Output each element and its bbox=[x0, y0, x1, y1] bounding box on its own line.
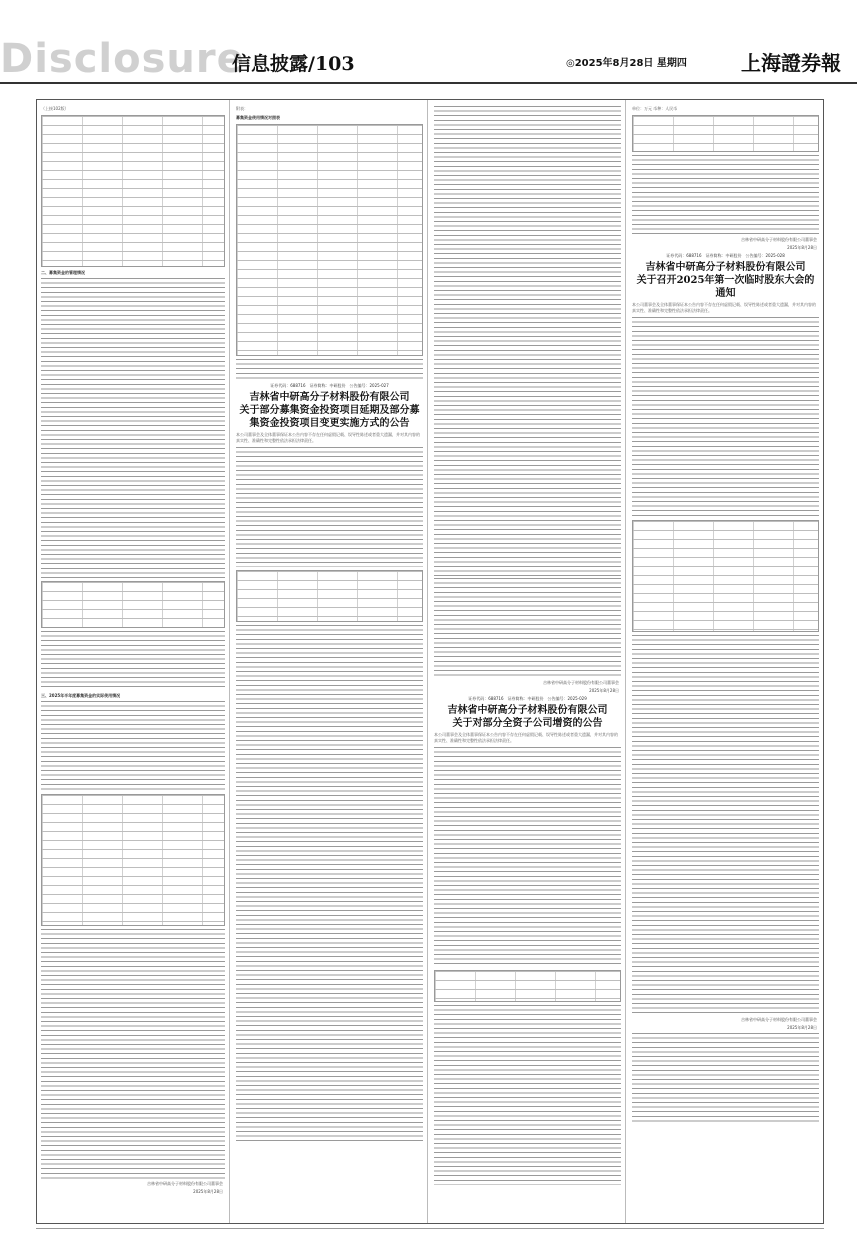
table-title: 募集资金使用情况对照表 bbox=[236, 115, 280, 120]
signoff-company: 吉林省中研高分子材料股份有限公司董事会 bbox=[741, 237, 817, 242]
data-table bbox=[236, 570, 423, 622]
body-text bbox=[632, 155, 819, 235]
signoff-date: 2025年8月28日 bbox=[193, 1189, 223, 1194]
signoff-company: 吉林省中研高分子材料股份有限公司董事会 bbox=[741, 1017, 817, 1022]
company-name: 吉林省中研高分子材料股份有限公司 bbox=[249, 392, 410, 403]
data-table bbox=[632, 520, 819, 632]
signoff-company: 吉林省中研高分子材料股份有限公司董事会 bbox=[543, 680, 619, 685]
footer-rule bbox=[36, 1228, 824, 1229]
body-text bbox=[632, 635, 819, 1015]
signoff-date: 2025年8月28日 bbox=[787, 1025, 817, 1030]
newspaper-logo: 上海證券報 bbox=[741, 51, 841, 75]
body-text bbox=[434, 1005, 621, 1185]
body-text bbox=[434, 747, 621, 967]
board-notice: 本公司董事会及全体董事保证本公告内容不存在任何虚假记载、误导性陈述或者重大遗漏，并对其内容的真实性、准确性和完整性依法承担法律责任。 bbox=[236, 432, 420, 443]
data-table bbox=[41, 581, 225, 628]
data-table bbox=[434, 970, 621, 1002]
announcement-code: 证券代码：688716 证券简称：中研股份 公告编号：2025-027 bbox=[270, 383, 389, 388]
table-notes bbox=[236, 359, 423, 381]
body-text bbox=[41, 929, 225, 1179]
board-notice: 本公司董事会及全体董事保证本公告内容不存在任何虚假记载、误导性陈述或者重大遗漏，并对其内容的真实性、准确性和完整性依法承担法律责任。 bbox=[434, 732, 618, 743]
body-text bbox=[632, 317, 819, 517]
announcement-title: 关于召开2025年第一次临时股东大会的通知 bbox=[636, 275, 815, 299]
data-table bbox=[41, 794, 225, 926]
body-text bbox=[236, 447, 423, 567]
section-label: 信息披露 bbox=[232, 53, 309, 75]
section-heading: 三、2025年半年度募集资金的实际使用情况 bbox=[41, 693, 121, 698]
continued-label: （上接102版） bbox=[41, 106, 69, 111]
currency-note: 单位：万元 币种：人民币 bbox=[632, 106, 678, 111]
column-4 bbox=[628, 100, 823, 1223]
announcement-title: 关于对部分全资子公司增资的公告 bbox=[452, 718, 603, 729]
signoff-company: 吉林省中研高分子材料股份有限公司董事会 bbox=[147, 1181, 223, 1186]
column-3 bbox=[430, 100, 626, 1223]
body-text bbox=[41, 701, 225, 791]
announcement-title: 关于部分募集资金投资项目延期及部分募集资金投资项目变更实施方式的公告 bbox=[239, 405, 420, 429]
announcement-code: 证券代码：688716 证券简称：中研股份 公告编号：2025-028 bbox=[666, 253, 785, 258]
column-2 bbox=[232, 100, 428, 1223]
signoff-date: 2025年8月28日 bbox=[787, 245, 817, 250]
issue-date: ◎2025年8月28日 星期四 bbox=[566, 58, 687, 69]
company-name: 吉林省中研高分子材料股份有限公司 bbox=[447, 705, 608, 716]
header-rule bbox=[0, 82, 857, 84]
page-frame bbox=[36, 99, 824, 1224]
body-text bbox=[236, 625, 423, 1145]
signoff-date: 2025年8月28日 bbox=[589, 688, 619, 693]
section-heading: 二、募集资金的管理情况 bbox=[41, 270, 85, 275]
company-name: 吉林省中研高分子材料股份有限公司 bbox=[645, 262, 806, 273]
board-notice: 本公司董事会及全体董事保证本公告内容不存在任何虚假记载、误导性陈述或者重大遗漏，并对其内容的真实性、准确性和完整性依法承担法律责任。 bbox=[632, 302, 816, 313]
body-text bbox=[41, 278, 225, 578]
brand-wordmark: Disclosure bbox=[0, 36, 245, 82]
masthead bbox=[0, 0, 857, 84]
page-number: /103 bbox=[308, 53, 355, 75]
body-text bbox=[632, 1033, 819, 1123]
data-table bbox=[236, 124, 423, 356]
appendix-label: 附表： bbox=[236, 106, 248, 111]
body-text bbox=[41, 631, 225, 691]
body-text bbox=[434, 578, 621, 678]
data-table bbox=[632, 115, 819, 152]
section-title bbox=[232, 49, 355, 76]
data-table bbox=[41, 115, 225, 267]
announcement-code: 证券代码：688716 证券简称：中研股份 公告编号：2025-029 bbox=[468, 696, 587, 701]
column-1 bbox=[37, 100, 230, 1223]
body-text bbox=[434, 106, 621, 576]
